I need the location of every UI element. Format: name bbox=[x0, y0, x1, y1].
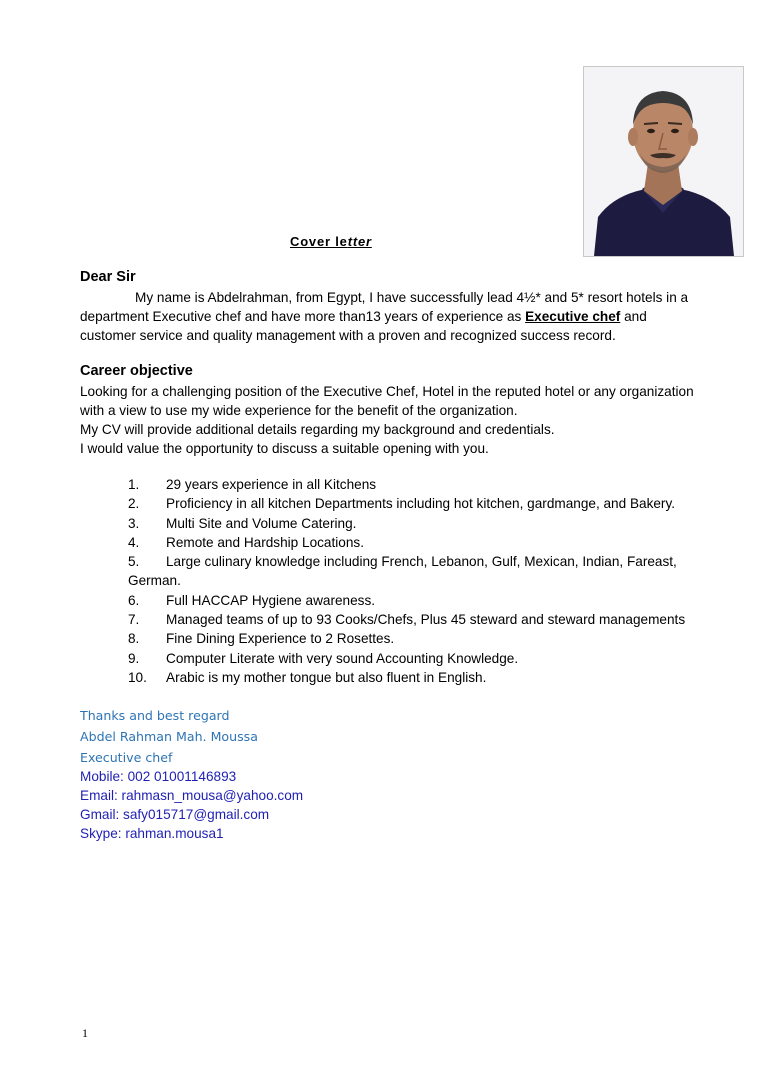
intro-line-3: customer service and quality management with a proven and recognized success record. bbox=[80, 328, 616, 343]
portrait-image bbox=[584, 67, 743, 256]
objective-line: My CV will provide additional details regarding my background and credentials. bbox=[80, 422, 555, 437]
salutation: Dear Sir bbox=[80, 269, 136, 285]
objective-line: Looking for a challenging position of the Executive Chef, Hotel in the reputed hotel or any organization bbox=[80, 384, 694, 399]
career-objective-heading: Career objective bbox=[80, 363, 193, 379]
signoff-role: Executive chef bbox=[80, 750, 173, 765]
list-item bbox=[128, 514, 708, 533]
list-number: 8. bbox=[128, 631, 140, 647]
intro-paragraph bbox=[80, 288, 720, 345]
list-number: 1. bbox=[128, 477, 140, 492]
list-number: 3. bbox=[128, 515, 140, 531]
intro-line-2 bbox=[80, 307, 720, 326]
list-number: 5. bbox=[128, 554, 140, 570]
list-text: Arabic is my mother tongue but also fluent in English. bbox=[166, 669, 487, 685]
contact-details bbox=[80, 767, 303, 843]
signoff-thanks: Thanks and best regard bbox=[80, 708, 230, 723]
list-number: 6. bbox=[128, 592, 140, 608]
list-text: Large culinary knowledge including French, Lebanon, Gulf, Mexican, Indian, Fareast, bbox=[166, 554, 677, 570]
intro-line-2-pre: department Executive chef and have more than13 years of experience as bbox=[80, 309, 526, 324]
intro-line-1-text: My name is Abdelrahman, from Egypt, I have successfully lead 4½* and 5* resort hotels in a bbox=[135, 290, 689, 305]
intro-line-1 bbox=[80, 288, 720, 307]
list-number: 7. bbox=[128, 612, 140, 628]
contact-email: Email: rahmasn_mousa@yahoo.com bbox=[80, 788, 304, 803]
list-item bbox=[128, 668, 708, 687]
list-item bbox=[128, 610, 708, 629]
signoff-block bbox=[80, 705, 258, 768]
qualifications-list bbox=[128, 475, 708, 687]
document-title bbox=[290, 234, 372, 249]
title-part1: Cover le bbox=[290, 234, 348, 249]
list-number: 2. bbox=[128, 496, 140, 512]
list-text: Fine Dining Experience to 2 Rosettes. bbox=[166, 631, 395, 647]
list-item bbox=[128, 533, 708, 552]
list-text: Proficiency in all kitchen Departments including hot kitchen, gardmange, and Bakery. bbox=[166, 496, 676, 512]
list-item bbox=[128, 494, 708, 513]
list-text: 29 years experience in all Kitchens bbox=[166, 477, 377, 492]
signoff-name: Abdel Rahman Mah. Moussa bbox=[80, 729, 258, 744]
list-text: Full HACCAP Hygiene awareness. bbox=[166, 592, 376, 608]
list-text: Computer Literate with very sound Accounting Knowledge. bbox=[166, 650, 519, 666]
list-text: Multi Site and Volume Catering. bbox=[166, 515, 357, 531]
list-text: Remote and Hardship Locations. bbox=[166, 534, 364, 550]
list-text: Managed teams of up to 93 Cooks/Chefs, Plus 45 steward and steward managements bbox=[166, 612, 686, 628]
list-number: 9. bbox=[128, 650, 140, 666]
list-number: 4. bbox=[128, 534, 140, 550]
list-text-continuation: German. bbox=[128, 573, 181, 589]
list-item bbox=[128, 591, 708, 610]
list-item bbox=[128, 649, 708, 668]
objective-line: I would value the opportunity to discuss a suitable opening with you. bbox=[80, 441, 489, 456]
contact-mobile: Mobile: 002 01001146893 bbox=[80, 769, 237, 784]
contact-gmail: Gmail: safy015717@gmail.com bbox=[80, 807, 270, 822]
intro-line-2-bold: Executive chef bbox=[525, 309, 621, 324]
list-number: 10. bbox=[128, 669, 147, 685]
page-number: 1 bbox=[82, 1026, 88, 1040]
portrait-photo bbox=[583, 66, 744, 257]
title-part2: tter bbox=[347, 234, 372, 249]
contact-skype: Skype: rahman.mousa1 bbox=[80, 826, 224, 841]
objective-line: with a view to use my wide experience for the benefit of the organization. bbox=[80, 403, 518, 418]
list-item bbox=[128, 552, 708, 591]
career-objective-text bbox=[80, 382, 720, 458]
list-item bbox=[128, 475, 708, 494]
list-item bbox=[128, 629, 708, 648]
intro-line-2-post: and bbox=[620, 309, 647, 324]
